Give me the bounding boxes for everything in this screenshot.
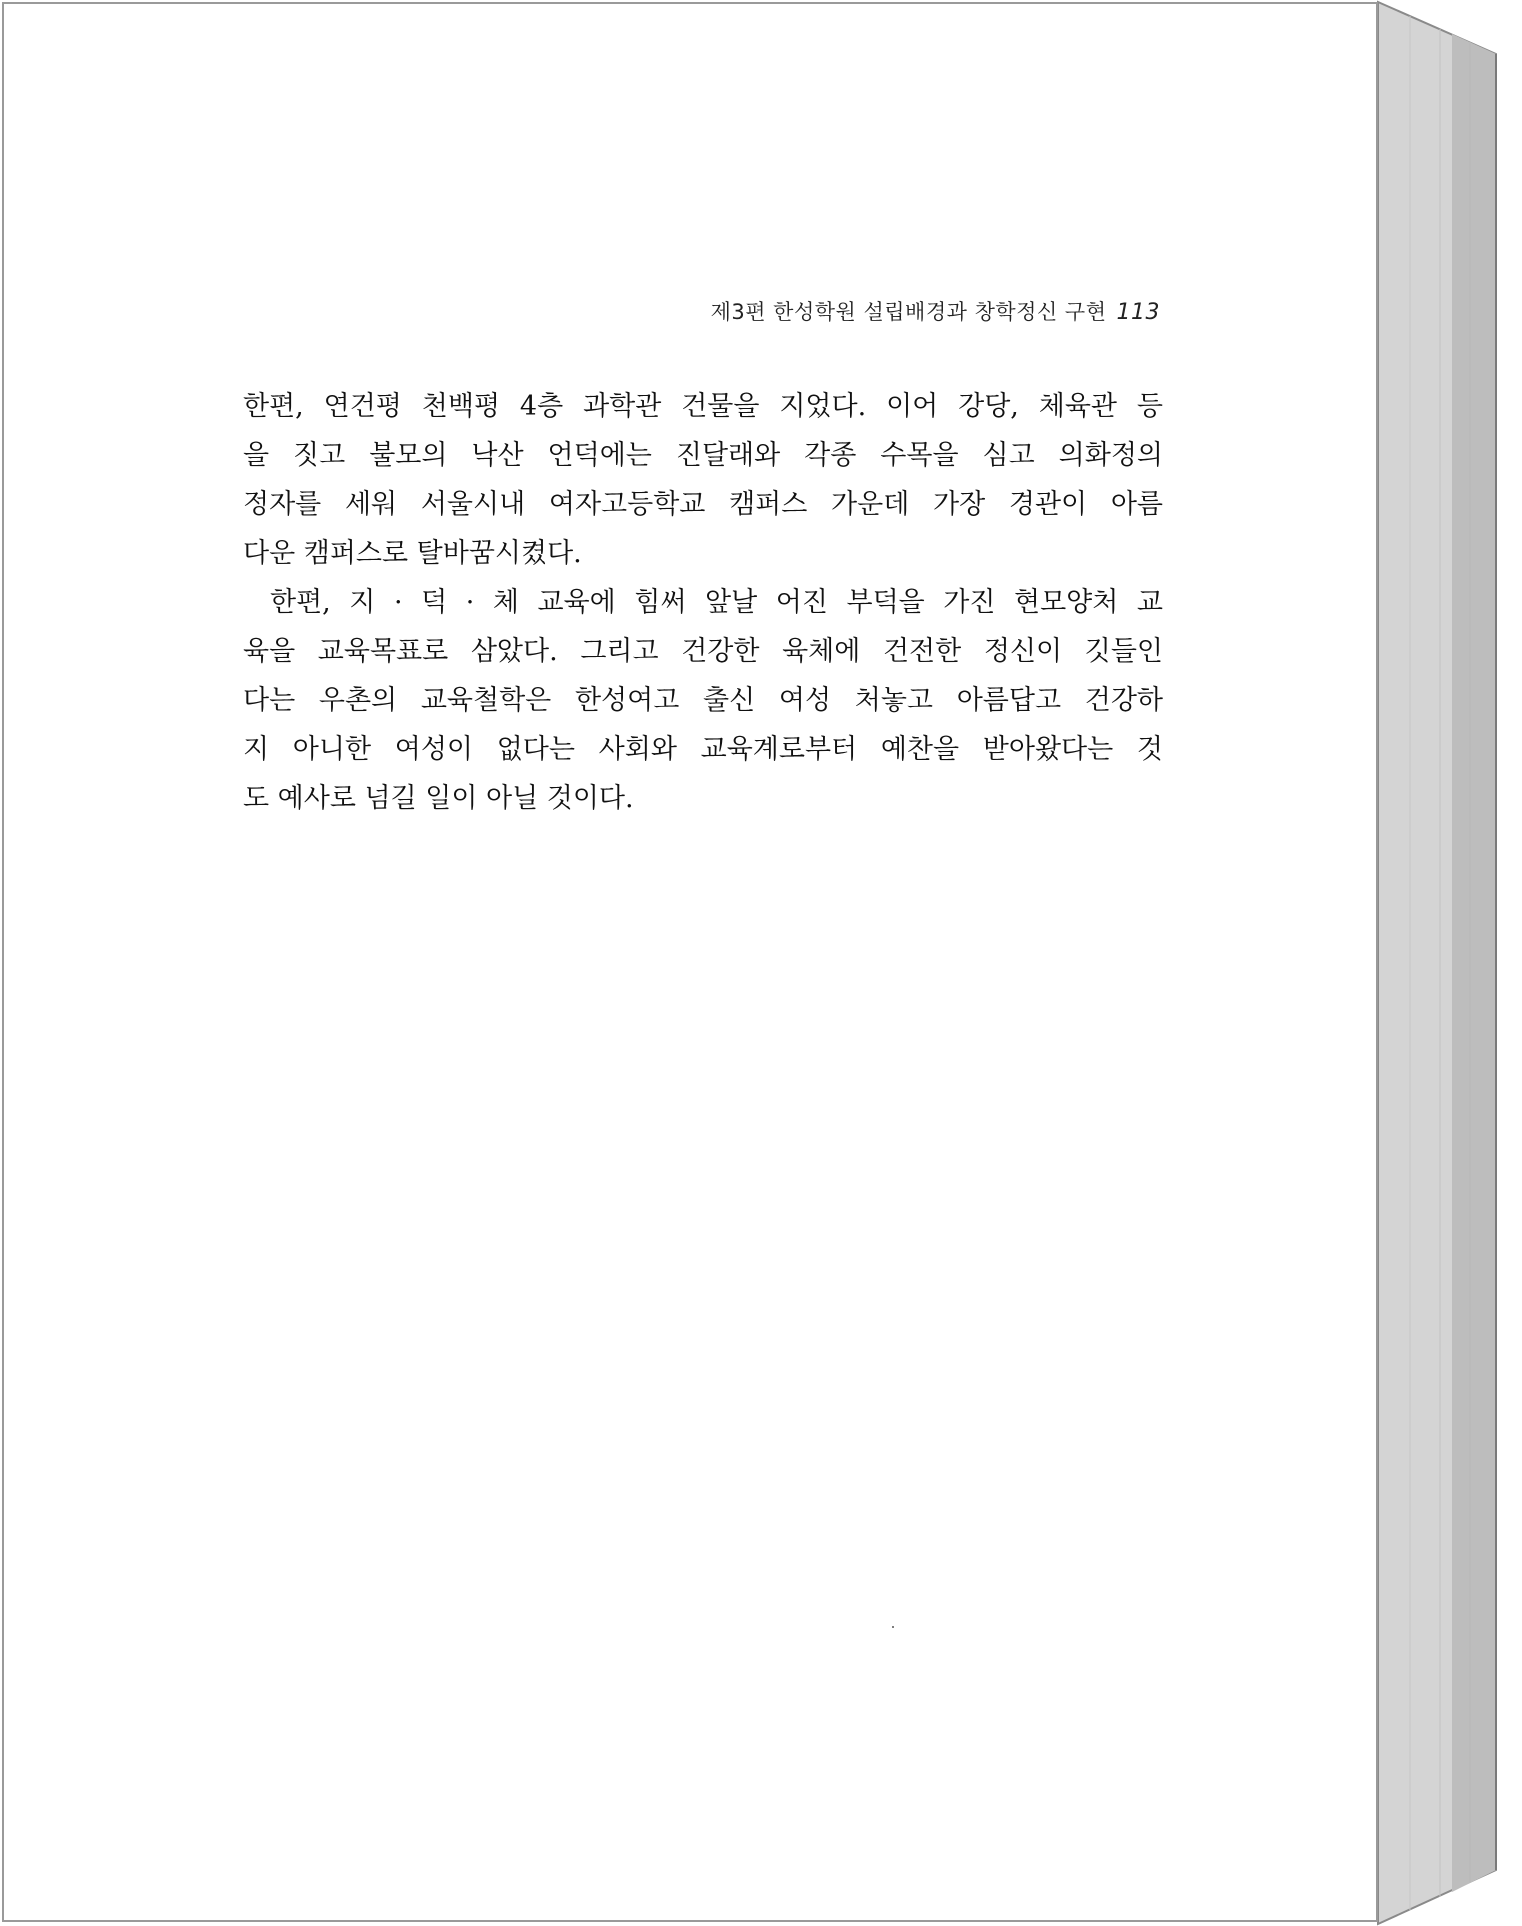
scan-speck [892,1626,894,1628]
text-line: 정자를 세워 서울시내 여자고등학교 캠퍼스 가운데 가장 경관이 아름 [243,489,1163,520]
body-text [243,382,1163,823]
text-line: 도 예사로 넘길 일이 아닐 것이다. [243,783,634,814]
text-line: 한편, 지 · 덕 · 체 교육에 힘써 앞날 어진 부덕을 가진 현모양처 교 [270,587,1163,618]
text-line: 육을 교육목표로 삼았다. 그리고 건강한 육체에 건전한 정신이 깃들인 [243,636,1163,667]
text-line: 다운 캠퍼스로 탈바꿈시켰다. [243,538,582,569]
text-line: 지 아니한 여성이 없다는 사회와 교육계로부터 예찬을 받아왔다는 것 [243,734,1163,765]
text-line: 다는 우촌의 교육철학은 한성여고 출신 여성 처놓고 아름답고 건강하 [243,685,1163,716]
paragraph-2 [243,578,1163,823]
section-title: 제3편 한성학원 설립배경과 창학정신 구현 [710,300,1107,324]
text-line: 한편, 연건평 천백평 4층 과학관 건물을 지었다. 이어 강당, 체육관 등 [243,391,1163,422]
paragraph-1 [243,382,1163,578]
running-header [711,296,1160,326]
page-number: 113 [1116,300,1160,325]
book-page [2,2,1378,1922]
text-line: 을 짓고 불모의 낙산 언덕에는 진달래와 각종 수목을 심고 의화정의 [243,440,1163,471]
